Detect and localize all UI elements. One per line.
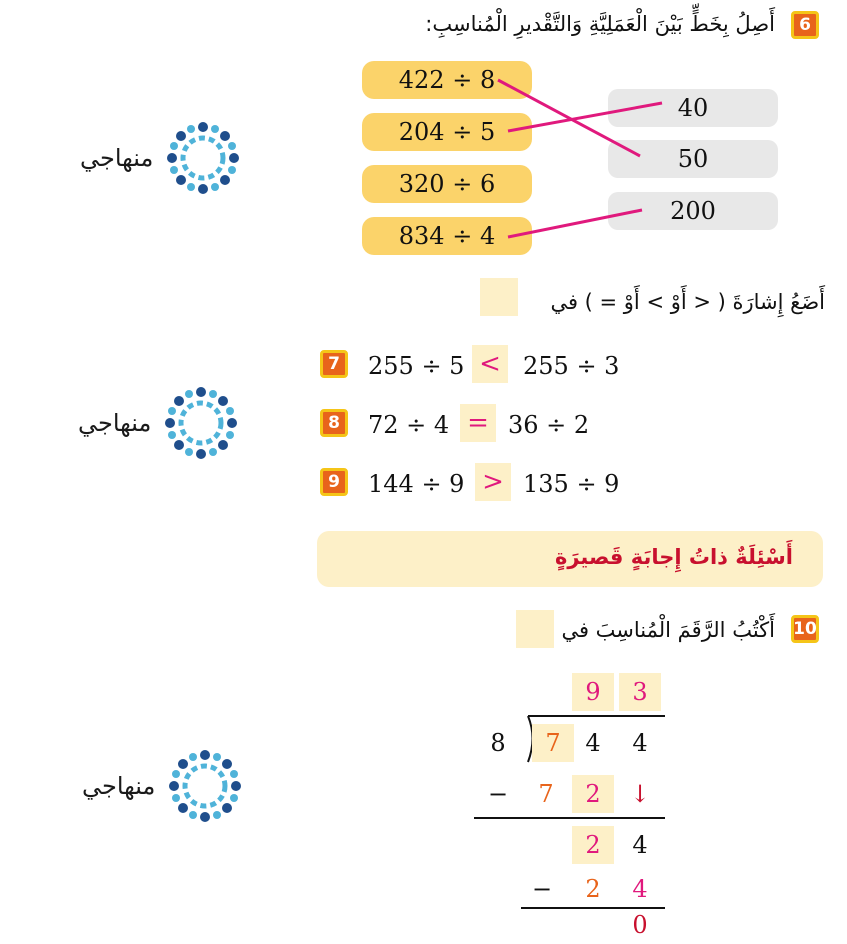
logo-text: منهاجي <box>82 772 156 800</box>
logo-text: منهاجي <box>78 409 152 437</box>
minus-sign: − <box>487 780 509 808</box>
question-number-badge: 9 <box>320 468 348 496</box>
compare-left-expression: 72 ÷ 4 <box>368 411 450 439</box>
dividend-digit: 4 <box>632 729 648 757</box>
compare-left-expression: 255 ÷ 5 <box>368 352 465 380</box>
final-remainder: 0 <box>632 911 648 939</box>
quotient-digit[interactable]: 9 <box>572 673 614 711</box>
operation-box-2[interactable]: 204 ÷ 5 <box>362 113 532 151</box>
operation-box-3[interactable]: 320 ÷ 6 <box>362 165 532 203</box>
remainder-digit[interactable]: 2 <box>572 826 614 864</box>
logo-text: منهاجي <box>80 144 154 172</box>
operation-box-4[interactable]: 834 ÷ 4 <box>362 217 532 255</box>
minus-sign: − <box>531 875 553 903</box>
question-number-badge: 8 <box>320 409 348 437</box>
compare-left-expression: 144 ÷ 9 <box>368 470 465 498</box>
compare-sign-box[interactable]: > <box>475 463 511 501</box>
compare-right-expression: 36 ÷ 2 <box>508 411 590 439</box>
subtrahend-digit: 4 <box>632 875 648 903</box>
compare-instruction: أَضَعُ إِشارَةَ ( < أَوْ > أَوْ = ) في <box>550 290 825 314</box>
remainder-digit: 4 <box>632 831 648 859</box>
estimate-box-2[interactable]: 50 <box>608 140 778 178</box>
subtrahend-digit: 7 <box>538 780 554 808</box>
bring-down-arrow-icon: ↓ <box>629 780 651 808</box>
logo-3 <box>82 746 245 826</box>
compare-sign-box[interactable]: < <box>472 345 508 383</box>
compare-right-expression: 255 ÷ 3 <box>523 352 620 380</box>
subtrahend-digit[interactable]: 2 <box>572 775 614 813</box>
banner-title: أَسْئِلَةٌ ذاتُ إِجابَةٍ قَصيرَةٍ <box>554 545 793 569</box>
estimate-box-3[interactable]: 200 <box>608 192 778 230</box>
operation-box-1[interactable]: 422 ÷ 8 <box>362 61 532 99</box>
question-number-badge: 7 <box>320 350 348 378</box>
estimate-box-1[interactable]: 40 <box>608 89 778 127</box>
question-number-badge: 6 <box>791 11 819 39</box>
question-10-instruction: أَكْتُبُ الرَّقَمَ الْمُناسِبَ في <box>561 618 775 642</box>
compare-sign-box[interactable]: = <box>460 404 496 442</box>
compare-right-expression: 135 ÷ 9 <box>523 470 620 498</box>
dividend-digit: 4 <box>585 729 601 757</box>
people-circle-logo-icon <box>165 746 245 826</box>
question-number-badge: 10 <box>791 615 819 643</box>
divisor: 8 <box>490 729 506 757</box>
question-6-instruction: أَصِلُ بِخَطٍّ بَيْنَ الْعَمَلِيَّةِ وَالتَّقْديرِ الْمُناسِبِ: <box>425 12 775 36</box>
dividend-digit[interactable]: 7 <box>532 724 574 762</box>
quotient-digit[interactable]: 3 <box>619 673 661 711</box>
subtrahend-digit: 2 <box>585 875 601 903</box>
